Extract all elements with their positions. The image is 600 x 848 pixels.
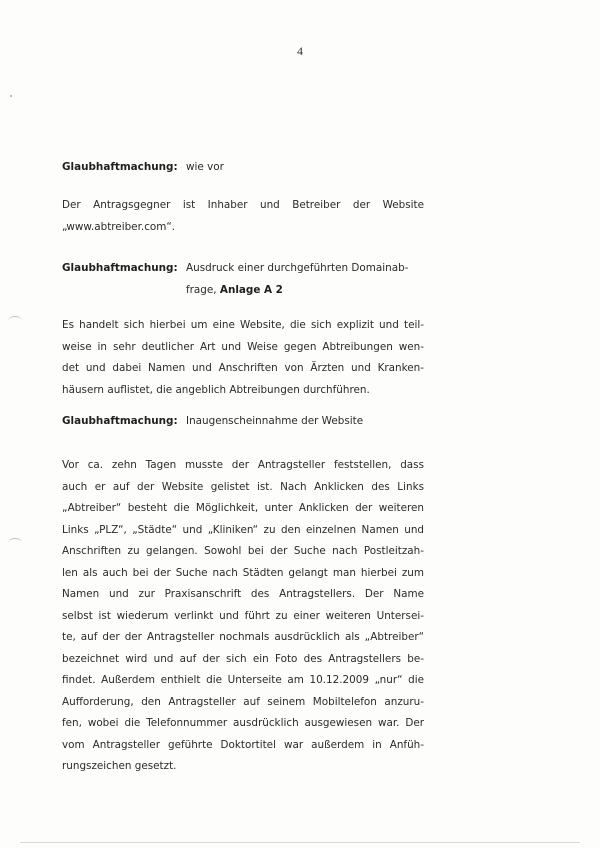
text-line: „Abtreiber“ besteht die Möglichkeit, unter Anklicken der weiteren xyxy=(62,502,424,514)
text-line: Links „PLZ“, „Städte“ und „Kliniken“ zu den einzelnen Namen und xyxy=(62,523,424,536)
glaubhaft-label: Glaubhaftmachung: xyxy=(62,161,178,173)
glaubhaft-text: wie vor xyxy=(186,161,224,173)
glaubhaft-block-1 xyxy=(62,157,424,179)
glaubhaft-block-2 xyxy=(62,258,424,301)
text-line: Anschriften zu gelangen. Sowohl bei der Suche nach Postleitzah- xyxy=(62,545,424,557)
text-line: selbst ist wiederum verlinkt und führt zu einer weiteren Untersei- xyxy=(62,609,424,622)
text-line: fen, wobei die Telefonnummer ausdrücklich ausgewiesen war. Der xyxy=(62,717,424,729)
scan-speck xyxy=(10,95,12,97)
text-line: rungszeichen gesetzt. xyxy=(62,760,177,772)
glaubhaft-text: Inaugenscheinnahme der Website xyxy=(186,415,364,427)
page-number: 4 xyxy=(297,44,303,58)
text-line: Vor ca. zehn Tagen musste der Antragsteller feststellen, dass xyxy=(62,459,424,471)
text-line: findet. Außerdem enthielt die Unterseite am 10.12.2009 „nur“ die xyxy=(62,674,424,686)
glaubhaft-label: Glaubhaftmachung: xyxy=(62,262,178,274)
text-prefix: frage, xyxy=(186,283,217,296)
text-line: „www.abtreiber.com“. xyxy=(62,220,176,233)
text-line: vom Antragsteller geführte Doktortitel war außerdem in Anfüh- xyxy=(62,738,424,751)
text-line: bezeichnet wird und auf der sich ein Foto des Antragstellers be- xyxy=(62,652,424,665)
scan-mark xyxy=(8,316,22,325)
text-line: det und dabei Namen und Anschriften von Ärzten und Kranken- xyxy=(62,362,424,374)
text-line: Der Antragsgegner ist Inhaber und Betreiber der Website xyxy=(62,199,424,211)
text-line: auch er auf der Website gelistet ist. Nach Anklicken des Links xyxy=(62,480,424,493)
paragraph-website-description xyxy=(62,315,424,401)
paragraph-website-owner xyxy=(62,195,424,238)
glaubhaft-block-3 xyxy=(62,411,424,433)
text-line: Aufforderung, den Antragsteller auf seinem Mobiltelefon anzuru- xyxy=(62,695,424,708)
paragraph-facts xyxy=(62,455,424,778)
text-line xyxy=(186,280,424,302)
anlage-reference: Anlage A 2 xyxy=(219,283,283,296)
text-line: Ausdruck einer durchgeführten Domainab- xyxy=(186,262,409,274)
text-line: Es handelt sich hierbei um eine Website, die sich explizit und teil- xyxy=(62,319,424,331)
text-line: häusern auflistet, die angeblich Abtreibungen durchführen. xyxy=(62,383,370,396)
text-line: weise in sehr deutlicher Art und Weise gegen Abtreibungen wen- xyxy=(62,340,424,353)
glaubhaft-label: Glaubhaftmachung: xyxy=(62,415,178,427)
text-line: len als auch bei der Suche nach Städten gelangt man hierbei zum xyxy=(62,566,424,579)
scan-edge-line xyxy=(20,842,580,843)
text-line: Namen und zur Praxisanschrift des Antragstellers. Der Name xyxy=(62,588,424,600)
text-line: te, auf der der Antragsteller nochmals ausdrücklich als „Abtreiber“ xyxy=(62,631,424,643)
scan-mark xyxy=(8,538,22,547)
